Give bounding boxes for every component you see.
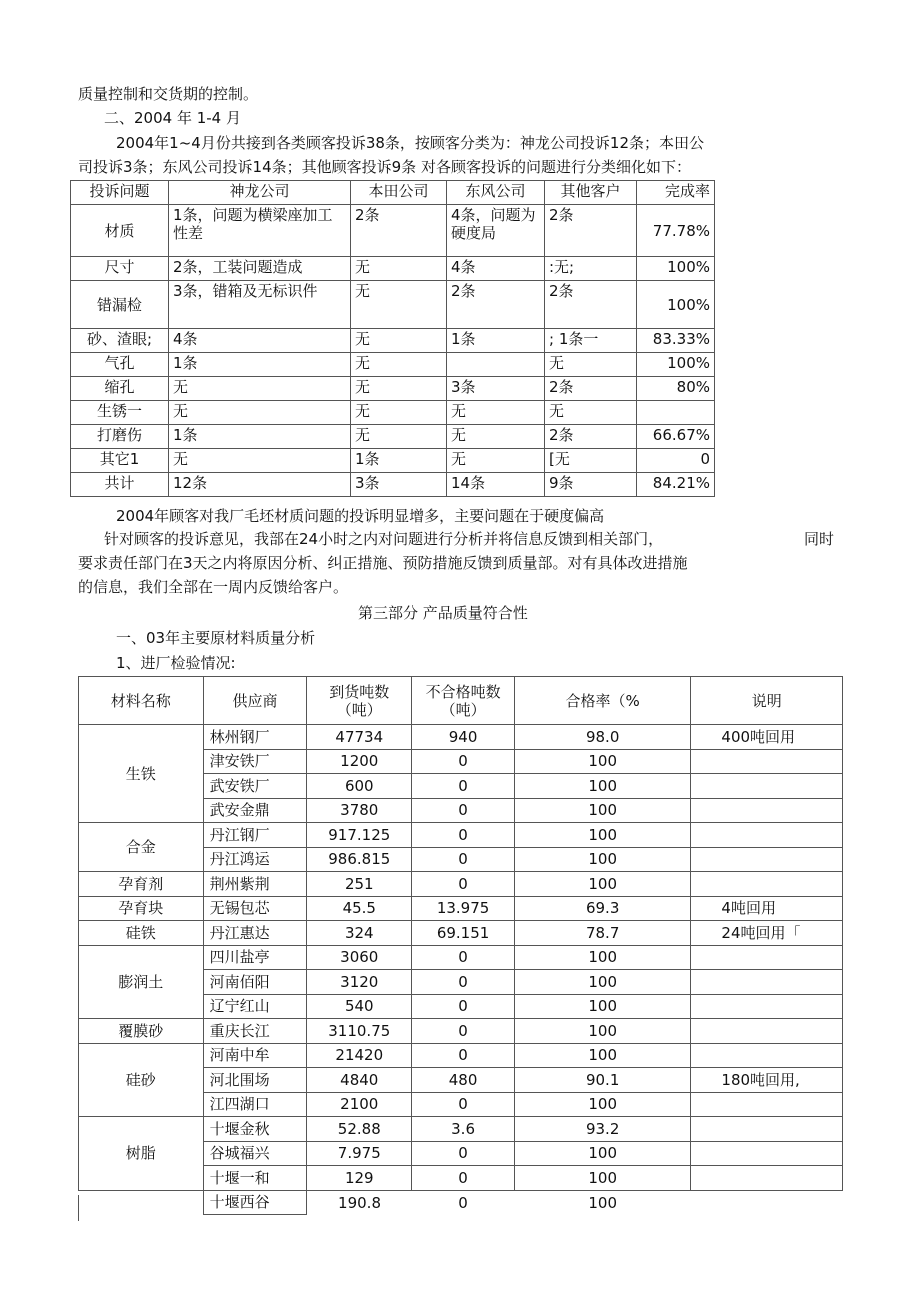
inspection-cell: 0 <box>412 1043 515 1068</box>
inspection-cell: 100 <box>514 945 690 970</box>
inspection-cell <box>691 1117 843 1142</box>
inspection-cell: 100 <box>514 823 690 848</box>
complaints-cell: [无 <box>545 449 637 473</box>
complaints-cell: 无 <box>351 329 447 353</box>
inspection-cell: 3060 <box>307 945 412 970</box>
inspection-cell: 林州钢厂 <box>203 725 307 750</box>
inspection-cell: 21420 <box>307 1043 412 1068</box>
complaints-cell: 14条 <box>447 473 545 497</box>
complaints-cell: 无 <box>351 401 447 425</box>
inspection-cell: 986.815 <box>307 847 412 872</box>
complaints-cell: 2条 <box>545 281 637 329</box>
complaints-header-row <box>71 181 715 205</box>
inspection-cell: 0 <box>412 945 515 970</box>
inspection-cell: 0 <box>458 1193 468 1212</box>
material-name-cell: 生铁 <box>79 725 204 823</box>
complaints-row <box>71 473 715 497</box>
inspection-cell: 0 <box>412 1141 515 1166</box>
inspection-cell: 52.88 <box>307 1117 412 1142</box>
complaints-cell: 2条 <box>545 205 637 257</box>
inspection-cell <box>691 994 843 1019</box>
complaints-cell: 4条 <box>169 329 351 353</box>
inspection-row <box>79 1019 843 1044</box>
subheading-materials: 一、03年主要原材料质量分析 <box>116 629 316 647</box>
complaints-header-cell: 其他客户 <box>545 181 637 205</box>
inspection-cell: 武安铁厂 <box>203 774 307 799</box>
inspection-cell: 无锡包芯 <box>203 896 307 921</box>
inspection-header-cell: 材料名称 <box>79 677 204 725</box>
inspection-cell: 3120 <box>307 970 412 995</box>
inspection-cell: 谷城福兴 <box>203 1141 307 1166</box>
inspection-cell: 十堰一和 <box>203 1166 307 1191</box>
complaints-cell: 打磨伤 <box>71 425 169 449</box>
para-response-a: 针对顾客的投诉意见，我部在24小时之内对问题进行分析并将信息反馈到相关部门， <box>104 530 664 548</box>
para-response-b: 要求责任部门在3天之内将原因分析、纠正措施、预防措施反馈到质量部。对有具体改进措施 <box>78 554 688 572</box>
inspection-cell: 3.6 <box>412 1117 515 1142</box>
inspection-cell: 0 <box>412 798 515 823</box>
inspection-cell: 69.3 <box>514 896 690 921</box>
inspection-row <box>79 823 843 848</box>
inspection-cell: 100 <box>514 749 690 774</box>
inspection-row <box>79 725 843 750</box>
inspection-cell <box>691 1019 843 1044</box>
inspection-cell: 98.0 <box>514 725 690 750</box>
material-name-cell: 硅砂 <box>79 1043 204 1117</box>
inspection-cell: 7.975 <box>307 1141 412 1166</box>
complaints-cell: 无 <box>545 353 637 377</box>
complaints-cell: 无 <box>351 377 447 401</box>
complaints-cell <box>637 401 715 425</box>
inspection-table <box>78 676 843 1215</box>
complaints-cell: 生锈一 <box>71 401 169 425</box>
inspection-cell: 24吨回用「 <box>691 921 843 946</box>
complaints-cell: 1条 <box>447 329 545 353</box>
complaints-cell: 3条 <box>351 473 447 497</box>
complaints-row <box>71 377 715 401</box>
inspection-cell: 0 <box>412 774 515 799</box>
complaints-cell: 100% <box>637 281 715 329</box>
inspection-cell: 丹江鸿运 <box>203 847 307 872</box>
inspection-cell: 1200 <box>307 749 412 774</box>
inspection-header-cell: 不合格吨数（吨） <box>412 677 515 725</box>
complaints-cell: 77.78% <box>637 205 715 257</box>
inspection-cell <box>691 798 843 823</box>
inspection-cell <box>691 1141 843 1166</box>
inspection-row <box>79 1043 843 1068</box>
complaints-cell: 2条 <box>545 425 637 449</box>
material-name-cell <box>79 1190 204 1215</box>
inspection-cell <box>691 945 843 970</box>
complaints-cell: 无 <box>169 377 351 401</box>
inspection-cell: 4吨回用 <box>691 896 843 921</box>
inspection-cell: 0 <box>412 823 515 848</box>
inspection-cell: 荆州紫荆 <box>203 872 307 897</box>
complaints-cell: 83.33% <box>637 329 715 353</box>
complaints-cell: 2条，工装问题造成 <box>169 257 351 281</box>
complaints-row <box>71 329 715 353</box>
inspection-row <box>79 945 843 970</box>
inspection-cell: 0 <box>412 847 515 872</box>
complaints-cell: 12条 <box>169 473 351 497</box>
para-complaints-summary-a: 2004年1~4月份共接到各类顾客投诉38条，按顾客分类为：神龙公司投诉12条；本田公 <box>116 134 705 152</box>
material-name-cell: 膨润土 <box>79 945 204 1019</box>
inspection-cell <box>691 872 843 897</box>
inspection-cell: 丹江惠达 <box>203 921 307 946</box>
complaints-cell: 4条，问题为硬度局 <box>447 205 545 257</box>
inspection-cell: 540 <box>307 994 412 1019</box>
complaints-row <box>71 425 715 449</box>
material-name-cell: 树脂 <box>79 1117 204 1191</box>
inspection-cell: 3110.75 <box>307 1019 412 1044</box>
inspection-cell: 河北围场 <box>203 1068 307 1093</box>
inspection-cell: 100 <box>514 774 690 799</box>
inspection-cell: 4840 <box>307 1068 412 1093</box>
para-complaints-summary-b: 司投诉3条；东风公司投诉14条；其他顾客投诉9条 对各顾客投诉的问题进行分类细化如下： <box>78 158 691 176</box>
inspection-cell: 100 <box>514 1166 690 1191</box>
inspection-cell: 3780 <box>307 798 412 823</box>
complaints-cell: 4条 <box>447 257 545 281</box>
complaints-cell: ; 1条一 <box>545 329 637 353</box>
inspection-cell <box>691 823 843 848</box>
complaints-cell: 砂、渣眼; <box>71 329 169 353</box>
inspection-cell: 100 <box>514 1019 690 1044</box>
inspection-cell <box>691 970 843 995</box>
complaints-cell: 66.67% <box>637 425 715 449</box>
inspection-cell: 45.5 <box>307 896 412 921</box>
complaints-cell: 1条 <box>351 449 447 473</box>
complaints-cell: 无 <box>351 257 447 281</box>
complaints-cell: 材质 <box>71 205 169 257</box>
inspection-row <box>79 1117 843 1142</box>
inspection-cell: 河南中牟 <box>203 1043 307 1068</box>
inspection-row <box>79 921 843 946</box>
complaints-header-cell: 投诉问题 <box>71 181 169 205</box>
material-name-cell: 覆膜砂 <box>79 1019 204 1044</box>
complaints-cell: 缩孔 <box>71 377 169 401</box>
complaints-cell: 无 <box>447 401 545 425</box>
para-hardness-issue: 2004年顾客对我厂毛坯材质问题的投诉明显增多，主要问题在于硬度偏高 <box>116 507 605 525</box>
complaints-cell: 1条，问题为横梁座加工性差 <box>169 205 351 257</box>
complaints-cell: 2条 <box>351 205 447 257</box>
inspection-cell: 180吨回用, <box>691 1068 843 1093</box>
complaints-cell: 3条，错箱及无标识件 <box>169 281 351 329</box>
inspection-cell: 100 <box>514 1092 690 1117</box>
inspection-cell: 190.8 <box>338 1193 381 1212</box>
inspection-cell: 324 <box>307 921 412 946</box>
complaints-cell: 无 <box>351 425 447 449</box>
inspection-cell: 400吨回用 <box>691 725 843 750</box>
complaints-cell: 无 <box>447 449 545 473</box>
inspection-cell: 0 <box>412 1092 515 1117</box>
complaints-cell: 无 <box>351 353 447 377</box>
inspection-cell: 十堰金秋 <box>203 1117 307 1142</box>
complaints-cell: 84.21% <box>637 473 715 497</box>
inspection-cell: 辽宁红山 <box>203 994 307 1019</box>
inspection-cell: 0 <box>412 872 515 897</box>
complaints-cell: 错漏检 <box>71 281 169 329</box>
complaints-cell: 共计 <box>71 473 169 497</box>
inspection-cell <box>691 1166 843 1191</box>
complaints-cell: 其它1 <box>71 449 169 473</box>
complaints-cell: 100% <box>637 257 715 281</box>
inspection-cell: 河南佰阳 <box>203 970 307 995</box>
inspection-cell: 2100 <box>307 1092 412 1117</box>
complaints-cell: 1条 <box>169 353 351 377</box>
inspection-cell: 四川盐亭 <box>203 945 307 970</box>
complaints-cell: 2条 <box>447 281 545 329</box>
inspection-cell: 90.1 <box>514 1068 690 1093</box>
inspection-cell: 100 <box>514 994 690 1019</box>
inspection-cell: 47734 <box>307 725 412 750</box>
inspection-cell: 69.151 <box>412 921 515 946</box>
inspection-cell: 0 <box>412 1019 515 1044</box>
inspection-cell: 13.975 <box>412 896 515 921</box>
complaints-row <box>71 449 715 473</box>
complaints-header-cell: 本田公司 <box>351 181 447 205</box>
inspection-cell: 100 <box>514 798 690 823</box>
complaints-cell: 3条 <box>447 377 545 401</box>
inspection-cell <box>691 749 843 774</box>
complaints-cell: :无; <box>545 257 637 281</box>
inspection-cell: 丹江钢厂 <box>203 823 307 848</box>
inspection-row <box>79 1190 843 1215</box>
complaints-table <box>70 180 715 497</box>
inspection-cell: 940 <box>412 725 515 750</box>
inspection-cell: 0 <box>412 994 515 1019</box>
inspection-header-cell: 说明 <box>691 677 843 725</box>
material-name-cell: 合金 <box>79 823 204 872</box>
table-left-edge <box>78 1195 79 1221</box>
inspection-cell: 100 <box>514 1141 690 1166</box>
complaints-cell: 0 <box>637 449 715 473</box>
complaints-cell: 2条 <box>545 377 637 401</box>
complaints-header-cell: 东风公司 <box>447 181 545 205</box>
inspection-header-cell: 合格率（% <box>514 677 690 725</box>
inspection-cell <box>691 774 843 799</box>
complaints-cell: 1条 <box>169 425 351 449</box>
part3-title: 第三部分 产品质量符合性 <box>358 604 528 622</box>
complaints-cell: 尺寸 <box>71 257 169 281</box>
inspection-header-row <box>79 677 843 725</box>
complaints-header-cell: 完成率 <box>637 181 715 205</box>
inspection-cell: 0 <box>412 749 515 774</box>
inspection-cell <box>691 847 843 872</box>
inspection-cell <box>691 1092 843 1117</box>
inspection-row <box>79 896 843 921</box>
inspection-cell: 0 <box>412 1166 515 1191</box>
inspection-cell: 100 <box>514 847 690 872</box>
inspection-cell: 100 <box>514 970 690 995</box>
section-heading-2004: 二、2004 年 1-4 月 <box>104 109 241 127</box>
inspection-cell: 100 <box>514 872 690 897</box>
inspection-cell: 917.125 <box>307 823 412 848</box>
inspection-header-cell: 供应商 <box>203 677 307 725</box>
inspection-cell: 武安金鼎 <box>203 798 307 823</box>
complaints-cell: 无 <box>169 401 351 425</box>
complaints-row <box>71 401 715 425</box>
inspection-cell: 93.2 <box>514 1117 690 1142</box>
inspection-cell: 十堰西谷 <box>203 1190 307 1215</box>
complaints-cell: 无 <box>169 449 351 473</box>
inspection-cell <box>691 1190 843 1215</box>
inspection-cell: 0 <box>412 970 515 995</box>
complaints-cell: 无 <box>447 425 545 449</box>
subheading-inspection: 1、进厂检验情况: <box>116 654 236 672</box>
inspection-cell: 129 <box>307 1166 412 1191</box>
complaints-cell: 80% <box>637 377 715 401</box>
complaints-cell: 100% <box>637 353 715 377</box>
inspection-cell: 78.7 <box>514 921 690 946</box>
inspection-cell <box>691 1043 843 1068</box>
complaints-cell: 无 <box>545 401 637 425</box>
inspection-cell: 100 <box>514 1043 690 1068</box>
complaints-row <box>71 281 715 329</box>
material-name-cell: 孕育剂 <box>79 872 204 897</box>
material-name-cell: 硅铁 <box>79 921 204 946</box>
complaints-cell: 无 <box>351 281 447 329</box>
inspection-header-cell: 到货吨数（吨） <box>307 677 412 725</box>
inspection-cell: 江四湖口 <box>203 1092 307 1117</box>
inspection-cell: 津安铁厂 <box>203 749 307 774</box>
complaints-row <box>71 353 715 377</box>
complaints-cell: 气孔 <box>71 353 169 377</box>
para-response-c: 的信息，我们全部在一周内反馈给客户。 <box>78 578 349 596</box>
complaints-row <box>71 205 715 257</box>
inspection-cell: 100 <box>588 1193 617 1212</box>
complaints-cell <box>447 353 545 377</box>
complaints-header-cell: 神龙公司 <box>169 181 351 205</box>
complaints-row <box>71 257 715 281</box>
inspection-cell: 251 <box>307 872 412 897</box>
inspection-cell: 600 <box>307 774 412 799</box>
material-name-cell: 孕育块 <box>79 896 204 921</box>
inspection-cell: 480 <box>412 1068 515 1093</box>
inspection-row <box>79 872 843 897</box>
complaints-cell: 9条 <box>545 473 637 497</box>
intro-line: 质量控制和交货期的控制。 <box>78 85 259 103</box>
inspection-cell: 重庆长江 <box>203 1019 307 1044</box>
para-response-a-right: 同时 <box>804 530 835 548</box>
